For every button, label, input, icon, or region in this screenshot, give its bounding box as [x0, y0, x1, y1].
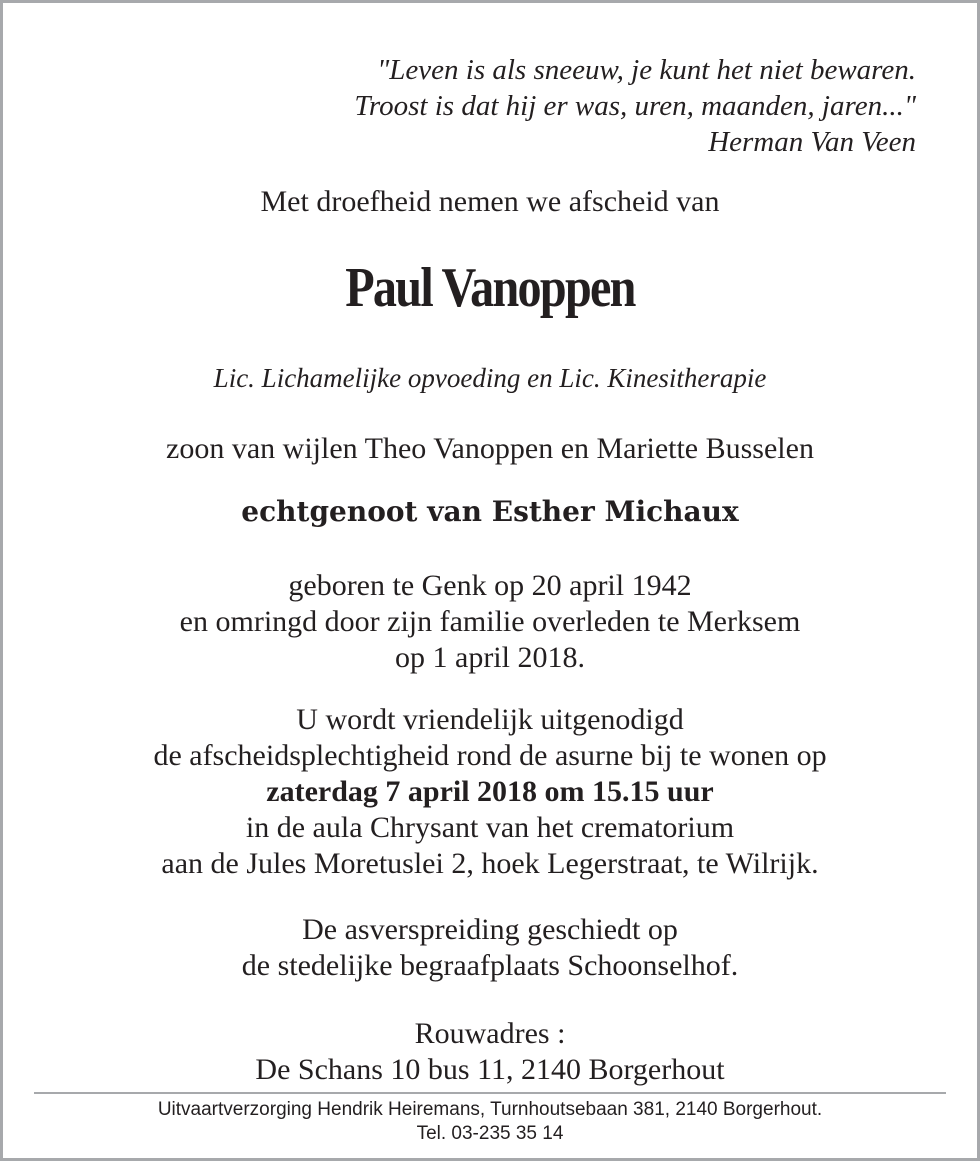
undertaker-phone: Tel. 03-235 35 14 — [416, 1123, 564, 1144]
birth-line-3: op 1 april 2018. — [395, 641, 585, 674]
invitation-line-5: aan de Jules Moretuslei 2, hoek Legerstraat, te Wilrijk. — [161, 847, 819, 880]
birth-death-block — [30, 568, 950, 676]
birth-line-2: en omringd door zijn familie overleden te Merksem — [179, 605, 801, 638]
scattering-line-2: de stedelijke begraafplaats Schoonselhof. — [241, 949, 739, 982]
birth-line-1: geboren te Genk op 20 april 1942 — [288, 569, 692, 602]
ceremony-date: zaterdag 7 april 2018 om 15.15 uur — [266, 775, 714, 808]
degree-text: Lic. Lichamelijke opvoeding en Lic. Kinesitherapie — [213, 363, 767, 393]
invitation-line-4: in de aula Chrysant van het crematorium — [245, 811, 735, 844]
invitation-line-1: U wordt vriendelijk uitgenodigd — [296, 703, 684, 736]
mourning-address-block — [30, 1016, 950, 1088]
undertaker-line-1: Uitvaartverzorging Hendrik Heiremans, Turnhoutsebaan 381, 2140 Borgerhout. — [157, 1099, 823, 1120]
parents-text: zoon van wijlen Theo Vanoppen en Mariette Busselen — [166, 432, 814, 465]
quote-author: Herman Van Veen — [708, 126, 916, 158]
spouse-text: echtgenoot van Esther Michaux — [241, 495, 739, 528]
scattering-line-1: De asverspreiding geschiedt op — [302, 913, 678, 946]
poem-quote — [354, 52, 916, 160]
undertaker-footer — [0, 1098, 980, 1146]
quote-line-1: "Leven is als sneeuw, je kunt het niet bewaren. — [377, 54, 916, 86]
quote-line-2: Troost is dat hij er was, uren, maanden, jaren..." — [354, 90, 916, 122]
footer-divider — [34, 1092, 946, 1094]
invitation-block — [30, 702, 950, 882]
mourning-address-label: Rouwadres : — [414, 1017, 566, 1050]
invitation-line-2: de afscheidsplechtigheid rond de asurne bij te wonen op — [153, 739, 827, 772]
scattering-block — [30, 912, 950, 984]
deceased-name: Paul Vanoppen — [345, 257, 635, 319]
intro-text: Met droefheid nemen we afscheid van — [260, 185, 720, 218]
mourning-address: De Schans 10 bus 11, 2140 Borgerhout — [255, 1053, 725, 1086]
